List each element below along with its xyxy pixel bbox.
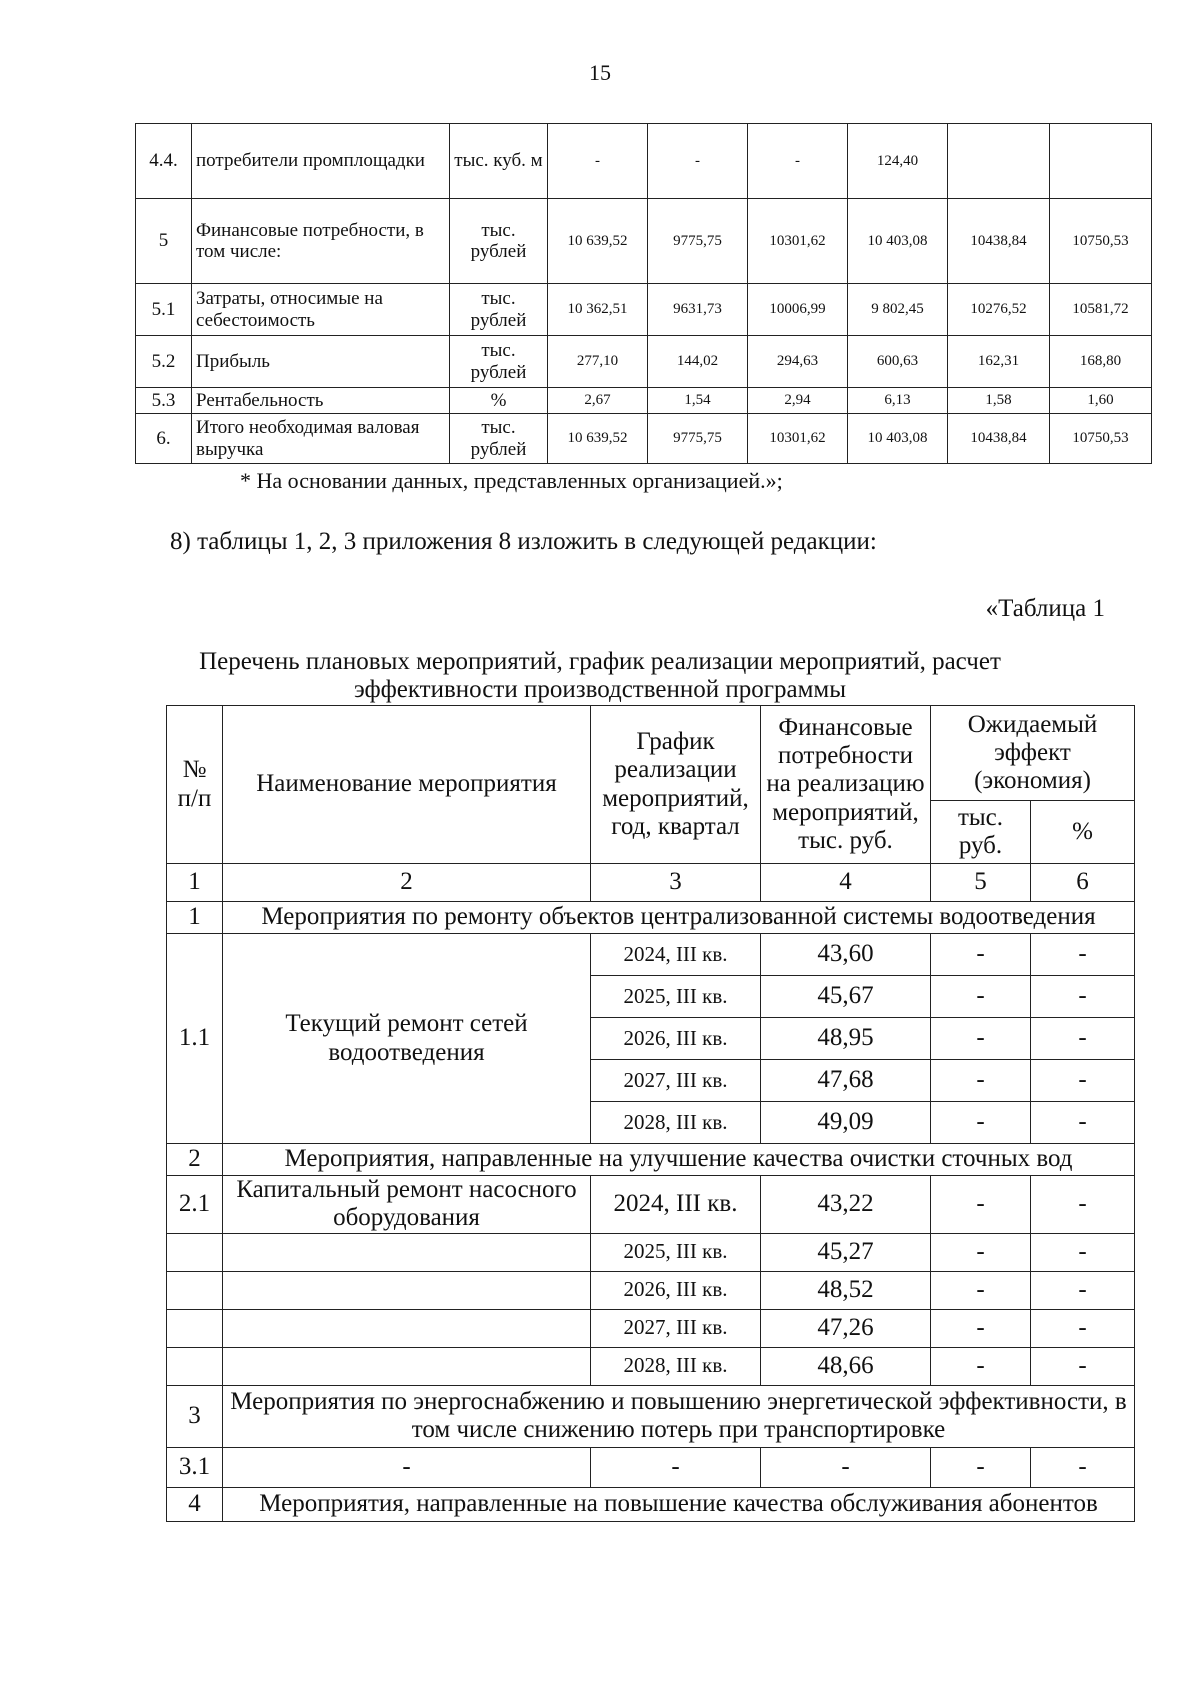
row-value: - — [748, 124, 848, 199]
table-row — [136, 199, 1152, 284]
table-row — [136, 124, 1152, 199]
amount-cell: 45,27 — [761, 1233, 931, 1271]
amendment-paragraph: 8) таблицы 1, 2, 3 приложения 8 изложить в следующей редакции: — [170, 528, 877, 555]
measures-table — [166, 705, 1135, 1522]
effect-pct-cell: - — [1031, 976, 1135, 1018]
effect-pct-cell: - — [1031, 1271, 1135, 1309]
column-numbers-row — [167, 864, 1135, 902]
row-name: Прибыль — [192, 336, 450, 388]
table-row — [167, 1447, 1135, 1487]
empty-cell — [167, 1271, 223, 1309]
effect-rub-cell: - — [931, 1060, 1031, 1102]
header-num: № п/п — [167, 706, 223, 864]
row-value: 10438,84 — [948, 414, 1050, 464]
table-label: «Таблица 1 — [985, 595, 1105, 622]
empty-cell — [167, 1309, 223, 1347]
item-name: Капитальный ремонт насосного оборудования — [223, 1176, 591, 1234]
effect-rub-cell: - — [931, 1176, 1031, 1234]
row-unit: тыс. рублей — [450, 336, 548, 388]
table-row — [167, 1233, 1135, 1271]
empty-cell — [223, 1309, 591, 1347]
row-value: 10 639,52 — [548, 414, 648, 464]
row-name: Рентабельность — [192, 388, 450, 414]
effect-pct-cell: - — [1031, 1018, 1135, 1060]
period-cell: 2025, III кв. — [591, 976, 761, 1018]
effect-rub-cell: - — [931, 976, 1031, 1018]
row-value: 10 362,51 — [548, 284, 648, 336]
amount-cell: 48,66 — [761, 1347, 931, 1385]
header-name: Наименование мероприятия — [223, 706, 591, 864]
effect-rub-cell: - — [931, 1102, 1031, 1144]
effect-rub-cell: - — [931, 1309, 1031, 1347]
amount-cell: 43,60 — [761, 934, 931, 976]
row-value: 10 639,52 — [548, 199, 648, 284]
empty-cell — [223, 1271, 591, 1309]
section-number: 3 — [167, 1385, 223, 1447]
section-number: 4 — [167, 1487, 223, 1521]
row-value: 168,80 — [1050, 336, 1152, 388]
item-name: - — [223, 1447, 591, 1487]
section-row — [167, 1144, 1135, 1176]
table-row — [167, 934, 1135, 976]
row-value: 144,02 — [648, 336, 748, 388]
amount-cell: 45,67 — [761, 976, 931, 1018]
row-value: 277,10 — [548, 336, 648, 388]
table-title: Перечень плановых мероприятий, график реализации мероприятий, расчет эффективности производственной программы — [199, 648, 1001, 703]
table-row — [167, 1347, 1135, 1385]
row-value: 10301,62 — [748, 414, 848, 464]
row-value: 9775,75 — [648, 199, 748, 284]
effect-pct-cell: - — [1031, 1176, 1135, 1234]
continuation-table — [135, 123, 1152, 464]
row-value: 10 403,08 — [848, 199, 948, 284]
row-value: 162,31 — [948, 336, 1050, 388]
row-value: 10438,84 — [948, 199, 1050, 284]
page-number: 15 — [589, 60, 611, 85]
amount-cell: 48,95 — [761, 1018, 931, 1060]
table-row — [136, 414, 1152, 464]
row-value: 6,13 — [848, 388, 948, 414]
table-row — [167, 1176, 1135, 1234]
empty-cell — [167, 1347, 223, 1385]
measures-table-body — [167, 706, 1135, 1522]
effect-pct-cell: - — [1031, 934, 1135, 976]
row-value: 9631,73 — [648, 284, 748, 336]
table-row — [136, 336, 1152, 388]
row-value — [948, 124, 1050, 199]
period-cell: 2028, III кв. — [591, 1102, 761, 1144]
section-number: 1 — [167, 902, 223, 934]
row-value: 10006,99 — [748, 284, 848, 336]
header-effect: Ожидаемый эффект (экономия) — [931, 706, 1135, 801]
period-cell: 2024, III кв. — [591, 934, 761, 976]
header-schedule: График реализации мероприятий, год, квартал — [591, 706, 761, 864]
amount-cell: - — [761, 1447, 931, 1487]
row-value: - — [548, 124, 648, 199]
row-number: 5.3 — [136, 388, 192, 414]
table-row — [167, 1271, 1135, 1309]
table-row — [167, 1309, 1135, 1347]
effect-pct-cell: - — [1031, 1102, 1135, 1144]
item-name: Текущий ремонт сетей водоотведения — [223, 934, 591, 1144]
row-value: 1,58 — [948, 388, 1050, 414]
row-value: 9 802,45 — [848, 284, 948, 336]
row-value: 600,63 — [848, 336, 948, 388]
item-number: 3.1 — [167, 1447, 223, 1487]
row-number: 4.4. — [136, 124, 192, 199]
table-row — [136, 388, 1152, 414]
continuation-table-body — [136, 124, 1152, 464]
row-value: 1,54 — [648, 388, 748, 414]
amount-cell: 47,68 — [761, 1060, 931, 1102]
period-cell: 2026, III кв. — [591, 1018, 761, 1060]
item-number: 1.1 — [167, 934, 223, 1144]
section-title: Мероприятия по ремонту объектов централизованной системы водоотведения — [223, 902, 1135, 934]
header-row — [167, 706, 1135, 801]
period-cell: 2027, III кв. — [591, 1309, 761, 1347]
row-number: 5 — [136, 199, 192, 284]
column-number: 6 — [1031, 864, 1135, 902]
empty-cell — [167, 1233, 223, 1271]
row-number: 5.2 — [136, 336, 192, 388]
row-value: 10750,53 — [1050, 199, 1152, 284]
row-value — [1050, 124, 1152, 199]
empty-cell — [223, 1347, 591, 1385]
effect-rub-cell: - — [931, 1233, 1031, 1271]
period-cell: 2027, III кв. — [591, 1060, 761, 1102]
effect-pct-cell: - — [1031, 1447, 1135, 1487]
row-value: 10276,52 — [948, 284, 1050, 336]
row-name: Финансовые потребности, в том числе: — [192, 199, 450, 284]
section-row — [167, 1385, 1135, 1447]
period-cell: 2028, III кв. — [591, 1347, 761, 1385]
effect-pct-cell: - — [1031, 1347, 1135, 1385]
row-value: 10750,53 — [1050, 414, 1152, 464]
period-cell: - — [591, 1447, 761, 1487]
row-name: Итого необходимая валовая выручка — [192, 414, 450, 464]
row-unit: тыс. рублей — [450, 284, 548, 336]
row-unit: тыс. рублей — [450, 199, 548, 284]
footnote: * На основании данных, представленных организацией.»; — [240, 468, 783, 493]
row-value: 10301,62 — [748, 199, 848, 284]
section-row — [167, 902, 1135, 934]
row-number: 6. — [136, 414, 192, 464]
empty-cell — [223, 1233, 591, 1271]
row-unit: тыс. рублей — [450, 414, 548, 464]
row-value: 2,67 — [548, 388, 648, 414]
row-unit: % — [450, 388, 548, 414]
header-effect-rub: тыс. руб. — [931, 801, 1031, 864]
item-number: 2.1 — [167, 1176, 223, 1234]
row-value: 2,94 — [748, 388, 848, 414]
row-value: 1,60 — [1050, 388, 1152, 414]
amount-cell: 49,09 — [761, 1102, 931, 1144]
table-row — [136, 284, 1152, 336]
effect-pct-cell: - — [1031, 1309, 1135, 1347]
row-name: Затраты, относимые на себестоимость — [192, 284, 450, 336]
row-value: 10581,72 — [1050, 284, 1152, 336]
effect-rub-cell: - — [931, 1271, 1031, 1309]
amount-cell: 48,52 — [761, 1271, 931, 1309]
row-name: потребители промплощадки — [192, 124, 450, 199]
header-effect-pct: % — [1031, 801, 1135, 864]
effect-rub-cell: - — [931, 934, 1031, 976]
section-title: Мероприятия по энергоснабжению и повышению энергетической эффективности, в том числе снижению потерь при транспортировке — [223, 1385, 1135, 1447]
period-cell: 2024, III кв. — [591, 1176, 761, 1234]
section-number: 2 — [167, 1144, 223, 1176]
effect-pct-cell: - — [1031, 1233, 1135, 1271]
effect-rub-cell: - — [931, 1347, 1031, 1385]
row-value: 10 403,08 — [848, 414, 948, 464]
period-cell: 2026, III кв. — [591, 1271, 761, 1309]
amount-cell: 47,26 — [761, 1309, 931, 1347]
row-number: 5.1 — [136, 284, 192, 336]
column-number: 5 — [931, 864, 1031, 902]
row-unit: тыс. куб. м — [450, 124, 548, 199]
row-value: 9775,75 — [648, 414, 748, 464]
effect-pct-cell: - — [1031, 1060, 1135, 1102]
row-value: 294,63 — [748, 336, 848, 388]
section-title: Мероприятия, направленные на улучшение качества очистки сточных вод — [223, 1144, 1135, 1176]
section-row — [167, 1487, 1135, 1521]
amount-cell: 43,22 — [761, 1176, 931, 1234]
section-title: Мероприятия, направленные на повышение качества обслуживания абонентов — [223, 1487, 1135, 1521]
effect-rub-cell: - — [931, 1018, 1031, 1060]
column-number: 2 — [223, 864, 591, 902]
period-cell: 2025, III кв. — [591, 1233, 761, 1271]
column-number: 3 — [591, 864, 761, 902]
column-number: 1 — [167, 864, 223, 902]
header-finance: Финансовые потребности на реализацию мероприятий, тыс. руб. — [761, 706, 931, 864]
row-value: - — [648, 124, 748, 199]
effect-rub-cell: - — [931, 1447, 1031, 1487]
row-value: 124,40 — [848, 124, 948, 199]
column-number: 4 — [761, 864, 931, 902]
